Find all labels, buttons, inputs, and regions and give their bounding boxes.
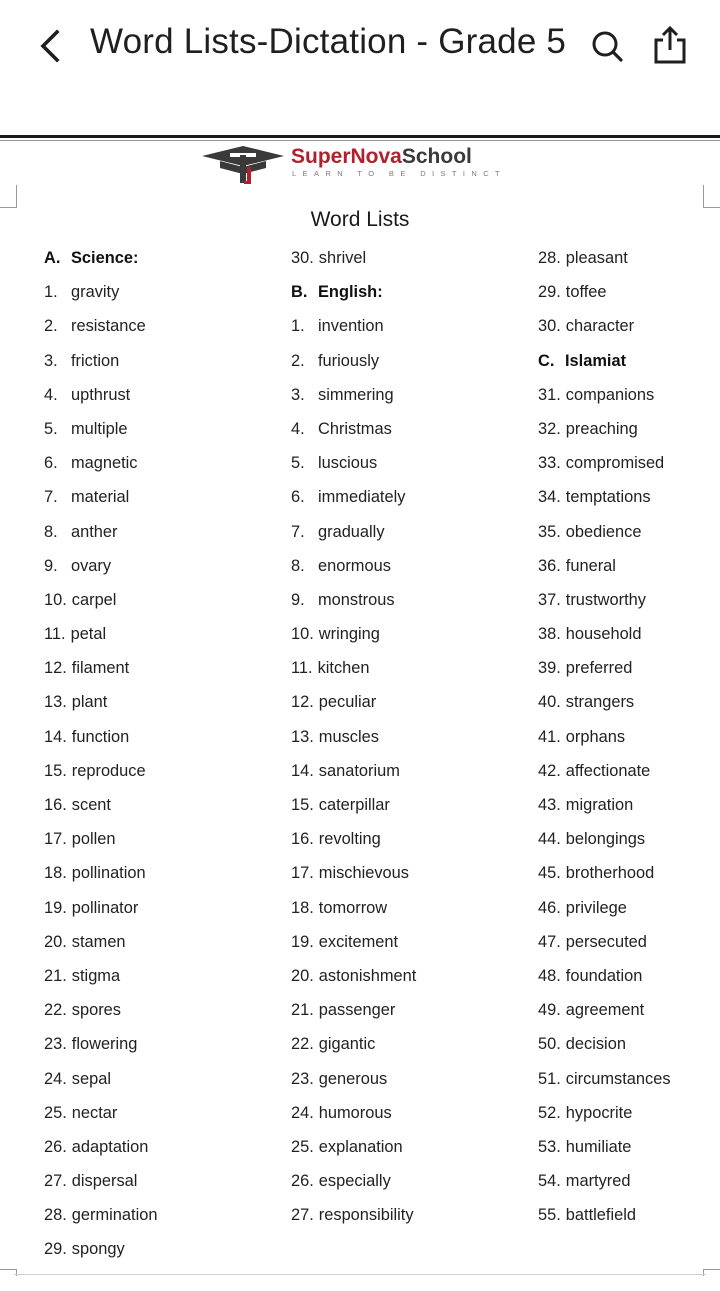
word-list-item <box>291 589 521 623</box>
word-list-item <box>291 999 521 1033</box>
word-list-item <box>291 1136 521 1170</box>
word-text: pollinator <box>71 898 139 917</box>
word-text: companions <box>565 385 655 404</box>
word-list-item <box>291 965 521 999</box>
crop-mark <box>703 185 720 208</box>
word-list-item <box>44 1204 274 1238</box>
item-number: 10. <box>44 590 67 609</box>
word-text: gradually <box>318 522 385 541</box>
word-text: circumstances <box>565 1069 671 1088</box>
item-number: 26. <box>291 1172 314 1191</box>
word-list-item <box>44 657 274 691</box>
item-number: 4. <box>44 385 58 404</box>
item-number: 10. <box>291 625 314 644</box>
item-number: 45. <box>538 864 561 883</box>
item-number: 3. <box>291 385 305 404</box>
item-number: 13. <box>291 727 314 746</box>
crop-mark <box>0 185 17 208</box>
word-list-item <box>44 828 274 862</box>
word-text: hypocrite <box>565 1103 633 1122</box>
word-list-item <box>44 760 274 794</box>
item-number: 27. <box>291 1206 314 1225</box>
word-list-item <box>44 1238 274 1272</box>
word-text: luscious <box>318 454 378 473</box>
item-number: 44. <box>538 830 561 849</box>
header-divider <box>0 135 720 138</box>
word-text: carpel <box>71 590 117 609</box>
word-list-item <box>44 281 274 315</box>
word-column-2 <box>291 247 521 1238</box>
word-list-item <box>291 1102 521 1136</box>
word-text: character <box>565 317 635 336</box>
word-list-item <box>44 350 274 384</box>
item-number: 15. <box>44 761 67 780</box>
word-text: household <box>565 625 642 644</box>
word-list-item <box>291 315 521 349</box>
word-list-item <box>538 452 720 486</box>
item-number: 42. <box>538 761 561 780</box>
item-number: 3. <box>44 351 58 370</box>
back-button[interactable] <box>30 24 70 68</box>
word-text: migration <box>565 796 634 814</box>
item-number: 41. <box>538 727 561 746</box>
item-number: 46. <box>538 898 561 917</box>
word-list-item <box>291 1204 521 1238</box>
word-list-item <box>291 828 521 862</box>
item-number: 36. <box>538 556 561 575</box>
document-page[interactable] <box>0 141 720 1291</box>
word-list-item <box>44 862 274 896</box>
item-number: 30. <box>291 249 314 267</box>
item-number: 7. <box>291 522 305 541</box>
word-text: passenger <box>318 1001 396 1020</box>
item-number: 14. <box>44 727 67 746</box>
word-list-item <box>291 521 521 555</box>
word-list-item <box>291 555 521 589</box>
item-number: 2. <box>291 351 305 370</box>
word-list-item <box>291 350 521 384</box>
document-heading: Word Lists <box>310 208 410 231</box>
word-list-item <box>44 315 274 349</box>
word-text: filament <box>71 659 130 678</box>
item-number: 30. <box>538 317 561 336</box>
word-text: brotherhood <box>565 864 655 883</box>
section-heading <box>538 350 720 384</box>
item-number: 9. <box>291 590 305 609</box>
word-text: spongy <box>71 1240 125 1259</box>
word-text: muscles <box>318 727 379 746</box>
item-number: B. <box>291 283 308 302</box>
word-list-item <box>44 555 274 589</box>
word-text: germination <box>71 1206 158 1225</box>
word-text: belongings <box>565 830 646 849</box>
word-list-item <box>44 1170 274 1204</box>
word-list-item <box>44 521 274 555</box>
word-text: gigantic <box>318 1035 376 1054</box>
word-list-item <box>291 623 521 657</box>
word-text: compromised <box>565 454 665 473</box>
item-number: 9. <box>44 556 58 575</box>
word-text: adaptation <box>71 1137 149 1156</box>
item-number: 17. <box>44 830 67 849</box>
word-list-item <box>291 1033 521 1067</box>
word-text: especially <box>318 1172 391 1191</box>
item-number: 22. <box>44 1001 67 1020</box>
section-heading <box>291 281 521 315</box>
search-button[interactable] <box>586 24 628 68</box>
item-number: 37. <box>538 590 561 609</box>
word-column-3 <box>538 247 720 1238</box>
word-text: obedience <box>565 522 642 541</box>
item-number: 18. <box>291 898 314 917</box>
item-number: 20. <box>44 932 67 951</box>
item-number: 29. <box>44 1240 67 1259</box>
item-number: 25. <box>44 1103 67 1122</box>
word-text: scent <box>71 796 111 814</box>
word-list-item <box>44 418 274 452</box>
word-text: astonishment <box>318 966 417 985</box>
word-text: simmering <box>318 385 394 404</box>
item-number: 43. <box>538 796 561 814</box>
item-number: 52. <box>538 1103 561 1122</box>
item-number: 14. <box>291 761 314 780</box>
search-icon <box>586 24 628 68</box>
item-number: 22. <box>291 1035 314 1054</box>
item-number: 13. <box>44 693 67 712</box>
item-number: 20. <box>291 966 314 985</box>
word-text: spores <box>71 1001 121 1020</box>
word-list-item <box>291 657 521 691</box>
word-list-item <box>291 760 521 794</box>
word-list-item <box>291 897 521 931</box>
section-title: Islamiat <box>565 351 627 370</box>
item-number: A. <box>44 249 61 267</box>
item-number: 28. <box>44 1206 67 1225</box>
item-number: 28. <box>538 249 561 267</box>
word-list-item <box>538 1136 720 1170</box>
word-list-item <box>291 931 521 965</box>
item-number: 12. <box>291 693 314 712</box>
item-number: 5. <box>44 419 58 438</box>
word-text: mischievous <box>318 864 409 883</box>
word-text: strangers <box>565 693 635 712</box>
item-number: 39. <box>538 659 561 678</box>
word-text: stamen <box>71 932 126 951</box>
school-logo <box>200 141 530 189</box>
word-column-1 <box>44 247 274 1273</box>
item-number: 49. <box>538 1001 561 1020</box>
word-list-item <box>538 726 720 760</box>
word-list-item <box>538 999 720 1033</box>
section-title: Science: <box>71 249 139 267</box>
word-text: orphans <box>565 727 626 746</box>
word-text: excitement <box>318 932 399 951</box>
word-list-item <box>291 486 521 520</box>
word-list-item <box>44 1102 274 1136</box>
word-list-item <box>44 384 274 418</box>
word-text: persecuted <box>565 932 647 951</box>
item-number: 8. <box>44 522 58 541</box>
word-text: petal <box>70 625 107 644</box>
word-list-item <box>44 623 274 657</box>
word-list-item <box>538 281 720 315</box>
item-number: 7. <box>44 488 58 507</box>
word-text: caterpillar <box>318 796 390 814</box>
word-text: ovary <box>71 556 112 575</box>
item-number: 33. <box>538 454 561 473</box>
item-number: 21. <box>291 1001 314 1020</box>
word-text: humiliate <box>565 1137 632 1156</box>
item-number: 50. <box>538 1035 561 1054</box>
word-text: explanation <box>318 1137 403 1156</box>
word-list-item <box>291 691 521 725</box>
word-text: shrivel <box>318 249 367 267</box>
word-text: privilege <box>565 898 627 917</box>
item-number: 34. <box>538 488 561 507</box>
share-button[interactable] <box>650 22 690 68</box>
item-number: 4. <box>291 419 305 438</box>
word-list-item <box>538 862 720 896</box>
word-text: anther <box>71 522 118 541</box>
word-list-item <box>291 1068 521 1102</box>
school-tagline: LEARN TO BE DISTINCT <box>292 169 506 178</box>
word-text: humorous <box>318 1103 392 1122</box>
word-text: monstrous <box>318 590 395 609</box>
word-list-item <box>44 452 274 486</box>
word-text: plant <box>71 693 108 712</box>
share-icon <box>650 22 690 68</box>
item-number: 15. <box>291 796 314 814</box>
word-text: furiously <box>318 351 380 370</box>
word-text: function <box>71 727 130 746</box>
word-text: peculiar <box>318 693 377 712</box>
item-number: 2. <box>44 317 58 336</box>
word-list-item <box>538 418 720 452</box>
word-list-item <box>538 794 720 828</box>
word-text: temptations <box>565 488 651 507</box>
word-text: martyred <box>565 1172 631 1191</box>
item-number: 16. <box>44 796 67 814</box>
item-number: 24. <box>44 1069 67 1088</box>
word-text: multiple <box>71 419 128 438</box>
item-number: 17. <box>291 864 314 883</box>
word-list-item <box>44 931 274 965</box>
item-number: 47. <box>538 932 561 951</box>
word-list-item <box>291 418 521 452</box>
word-text: pollination <box>71 864 146 883</box>
word-list-item <box>538 965 720 999</box>
item-number: 12. <box>44 659 67 678</box>
item-number: 26. <box>44 1137 67 1156</box>
word-text: resistance <box>71 317 146 336</box>
word-list-item <box>538 1170 720 1204</box>
word-text: dispersal <box>71 1172 138 1191</box>
word-list-item <box>538 1102 720 1136</box>
word-text: funeral <box>565 556 616 575</box>
word-list-item <box>538 589 720 623</box>
word-text: Christmas <box>318 419 392 438</box>
item-number: 8. <box>291 556 305 575</box>
item-number: 11. <box>44 625 66 644</box>
word-list-item <box>538 931 720 965</box>
item-number: 19. <box>291 932 314 951</box>
item-number: 23. <box>44 1035 67 1054</box>
word-list-item <box>291 384 521 418</box>
word-text: agreement <box>565 1001 645 1020</box>
word-list-item <box>44 691 274 725</box>
word-text: magnetic <box>71 454 138 473</box>
word-text: preferred <box>565 659 633 678</box>
item-number: 29. <box>538 283 561 302</box>
word-text: upthrust <box>71 385 131 404</box>
app-bar <box>0 0 720 135</box>
word-text: revolting <box>318 830 381 849</box>
word-text: reproduce <box>71 761 146 780</box>
word-text: toffee <box>565 283 607 302</box>
word-list-item <box>44 589 274 623</box>
word-list-item <box>291 247 521 281</box>
item-number: 6. <box>44 454 58 473</box>
item-number: 5. <box>291 454 305 473</box>
school-name: SuperNovaSchool <box>291 145 472 168</box>
word-text: preaching <box>565 419 638 438</box>
item-number: 24. <box>291 1103 314 1122</box>
word-text: friction <box>71 351 120 370</box>
word-list-item <box>538 247 720 281</box>
item-number: 1. <box>291 317 305 336</box>
item-number: 6. <box>291 488 305 507</box>
word-text: wringing <box>318 625 380 644</box>
word-list-item <box>44 1068 274 1102</box>
word-list-item <box>538 828 720 862</box>
item-number: 27. <box>44 1172 67 1191</box>
word-list-item <box>538 657 720 691</box>
word-list-item <box>538 486 720 520</box>
word-list-item <box>538 521 720 555</box>
item-number: 53. <box>538 1137 561 1156</box>
word-list-item <box>291 452 521 486</box>
word-text: trustworthy <box>565 590 646 609</box>
section-title: English: <box>318 283 383 302</box>
word-text: gravity <box>71 283 120 302</box>
word-list-item <box>538 623 720 657</box>
word-list-item <box>538 1204 720 1238</box>
word-list-item <box>538 691 720 725</box>
item-number: 23. <box>291 1069 314 1088</box>
word-text: stigma <box>71 966 121 985</box>
item-number: 54. <box>538 1172 561 1191</box>
word-list-item <box>291 726 521 760</box>
item-number: 40. <box>538 693 561 712</box>
word-text: affectionate <box>565 761 651 780</box>
school-logo-icon <box>200 143 286 187</box>
word-text: decision <box>565 1035 626 1054</box>
item-number: 48. <box>538 966 561 985</box>
word-text: enormous <box>318 556 391 575</box>
word-text: material <box>71 488 130 507</box>
item-number: 51. <box>538 1069 561 1088</box>
word-list-item <box>44 1136 274 1170</box>
item-number: C. <box>538 351 555 370</box>
item-number: 55. <box>538 1206 561 1225</box>
item-number: 1. <box>44 283 58 302</box>
item-number: 38. <box>538 625 561 644</box>
item-number: 19. <box>44 898 67 917</box>
word-list-item <box>291 862 521 896</box>
word-text: tomorrow <box>318 898 388 917</box>
word-list-item <box>44 999 274 1033</box>
word-list-item <box>538 897 720 931</box>
word-text: sanatorium <box>318 761 400 780</box>
item-number: 25. <box>291 1137 314 1156</box>
word-text: battlefield <box>565 1206 636 1225</box>
word-list-item <box>291 794 521 828</box>
item-number: 11. <box>291 659 313 678</box>
item-number: 21. <box>44 966 67 985</box>
word-list-item <box>44 897 274 931</box>
word-list-item <box>538 760 720 794</box>
chevron-left-icon <box>30 24 70 68</box>
word-list-item <box>538 384 720 418</box>
word-text: responsibility <box>318 1206 414 1225</box>
word-list-item <box>44 486 274 520</box>
word-list-item <box>44 965 274 999</box>
word-text: invention <box>318 317 384 336</box>
word-list-item <box>538 315 720 349</box>
word-list-item <box>44 726 274 760</box>
word-list-item <box>44 1033 274 1067</box>
item-number: 18. <box>44 864 67 883</box>
word-text: pollen <box>71 830 116 849</box>
word-list-item <box>538 1068 720 1102</box>
item-number: 31. <box>538 385 561 404</box>
word-text: foundation <box>565 966 643 985</box>
word-text: flowering <box>71 1035 138 1054</box>
word-text: pleasant <box>565 249 628 267</box>
word-text: nectar <box>71 1103 118 1122</box>
word-text: generous <box>318 1069 388 1088</box>
word-text: kitchen <box>317 659 370 678</box>
word-list-item <box>538 555 720 589</box>
page-bottom-edge <box>14 1274 706 1275</box>
item-number: 16. <box>291 830 314 849</box>
word-list-item <box>291 1170 521 1204</box>
page-title: Word Lists-Dictation - Grade 5 <box>90 22 567 61</box>
section-heading <box>44 247 274 281</box>
item-number: 35. <box>538 522 561 541</box>
word-list-item <box>44 794 274 828</box>
word-list-item <box>538 1033 720 1067</box>
item-number: 32. <box>538 419 561 438</box>
word-text: sepal <box>71 1069 111 1088</box>
word-text: immediately <box>318 488 406 507</box>
